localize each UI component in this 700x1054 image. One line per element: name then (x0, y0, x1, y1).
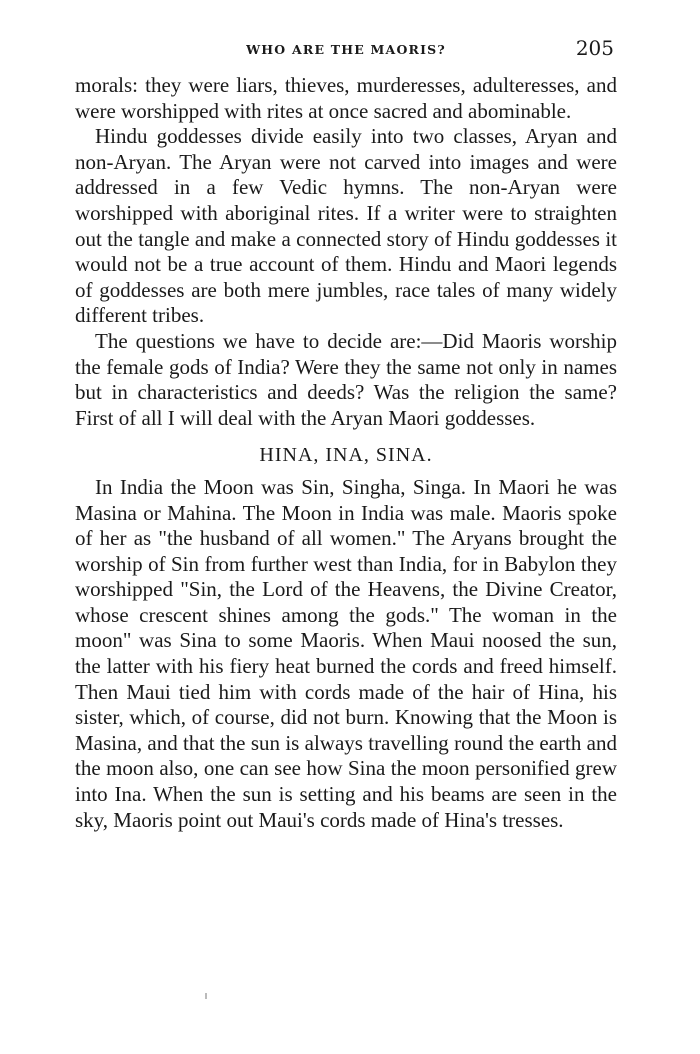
scan-speck (205, 993, 207, 999)
paragraph-1: morals: they were liars, thieves, murderesses, adulteresses, and were worshipped with rites at once sacred and abominable. (75, 73, 617, 123)
section-paragraph: In India the Moon was Sin, Singha, Singa. In Maori he was Masina or Mahina. The Moon in India was male. Maoris spoke of her as "the husband of all women." The Aryans brought the worship of Sin from further west than India, for in Babylon they worshipped "Sin, the Lord of the Heavens, the Divine Creator, whose crescent shines among the gods." The woman in the moon" was Sina to some Maoris. When Maui noosed the sun, the latter with his fiery heat burned the cords and freed himself. Then Maui tied him with cords made of the hair of Hina, his sister, which, of course, did not burn. Knowing that the Moon is Masina, and that the sun is always travelling round the earth and the moon also, one can see how Sina the moon personified grew into Ina. When the sun is setting and his beams are seen in the sky, Maoris point out Maui's cords made of Hina's tresses. (75, 474, 617, 832)
body-text (75, 73, 617, 833)
paragraph-2: Hindu goddesses divide easily into two classes, Aryan and non-Aryan. The Aryan were not carved into images and were addressed in a few Vedic hymns. The non-Aryan were worshipped with aboriginal rites. If a writer were to straighten out the tangle and make a connected story of Hindu goddesses it would not be a true account of them. Hindu and Maori legends of goddesses are both mere jumbles, race tales of many widely different tribes. (75, 124, 617, 328)
section-heading: HINA, INA, SINA. (259, 444, 433, 467)
page-number: 205 (575, 36, 614, 60)
running-title: WHO ARE THE MAORIS? (246, 42, 446, 57)
running-head (76, 36, 616, 62)
paragraph-3: The questions we have to decide are:—Did Maoris worship the female gods of India? Were they the same not only in names but in characteristics and deeds? Was the religion the same? First of all I will deal with the Aryan Maori goddesses. (75, 328, 617, 430)
